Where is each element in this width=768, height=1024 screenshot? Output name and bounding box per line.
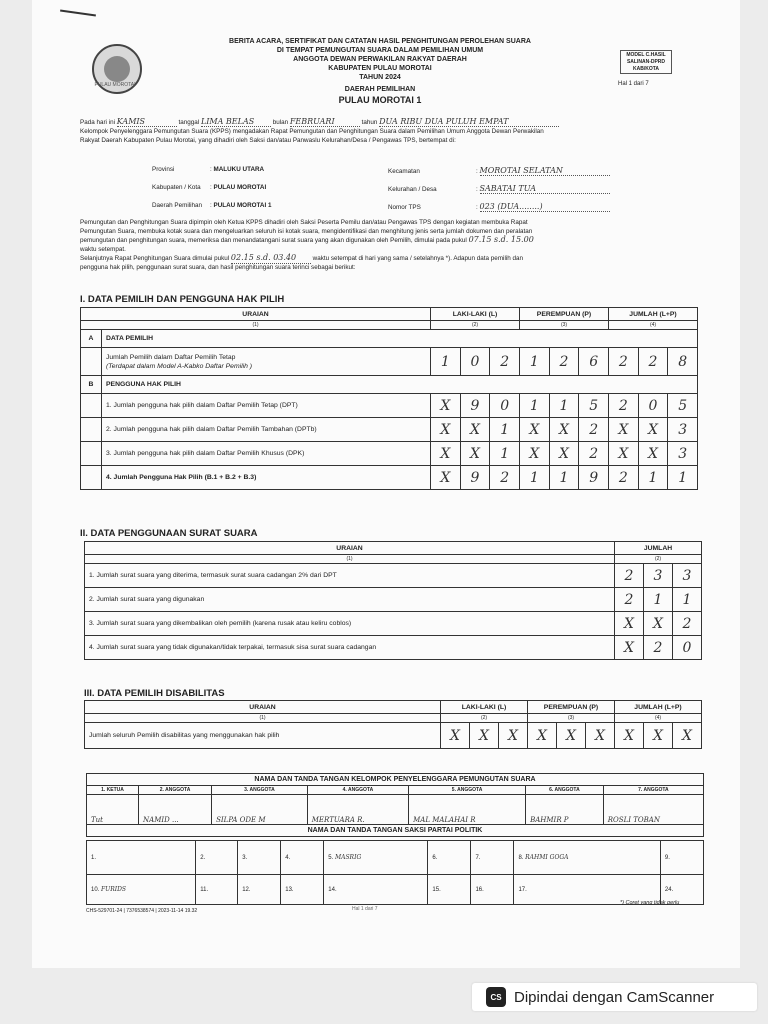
b4-digit: 1 bbox=[638, 466, 668, 490]
dis-digit: X bbox=[644, 723, 673, 749]
b3-digit: 3 bbox=[668, 442, 698, 466]
b4-digit: 9 bbox=[460, 466, 490, 490]
kelurahan-row: Kelurahan / Desa : SABATAI TUA bbox=[388, 184, 610, 194]
dpt-label bbox=[102, 348, 431, 376]
b2-digit: X bbox=[549, 418, 579, 442]
provinsi-label: Provinsi bbox=[152, 166, 175, 173]
b3-digit: X bbox=[431, 442, 461, 466]
b4-digit: 2 bbox=[490, 466, 520, 490]
saksi-cell: 3. bbox=[238, 841, 281, 875]
waktu-value: 07.15 s.d. 15.00 bbox=[468, 235, 534, 244]
model-line: SALINAN-DPRD bbox=[626, 59, 666, 65]
procedure-text: pengguna hak pilih, penggunaan surat suara, dan hasil penghitungan suara terinci sebagai berikut: bbox=[80, 263, 356, 271]
ss3-label: 3. Jumlah surat suara yang dikembalikan oleh pemilih (karena rusak atau keliru coblos) bbox=[85, 612, 615, 636]
b2-digit: 1 bbox=[490, 418, 520, 442]
role-label: 4. ANGGOTA bbox=[307, 786, 408, 795]
b3-label: 3. Jumlah pengguna hak pilih dalam Daftar Pemilih Khusus (DPK) bbox=[102, 442, 431, 466]
b1-digit: 5 bbox=[668, 394, 698, 418]
ss1-digit: 3 bbox=[644, 564, 673, 588]
b1-digit: 2 bbox=[609, 394, 639, 418]
section-3-table bbox=[84, 700, 702, 749]
section-2-title: II. DATA PENGGUNAAN SURAT SUARA bbox=[80, 528, 258, 539]
b1-digit: X bbox=[431, 394, 461, 418]
ss4-label: 4. Jumlah surat suara yang tidak digunakan/tidak terpakai, termasuk sisa surat suara cadangan bbox=[85, 636, 615, 660]
col-number: (3) bbox=[528, 714, 615, 723]
col-number: (3) bbox=[520, 321, 609, 330]
col-number: (4) bbox=[615, 714, 702, 723]
procedure-text: waktu setempat. bbox=[80, 245, 126, 253]
b2-label: 2. Jumlah pengguna hak pilih dalam Daftar Pemilih Tambahan (DPTb) bbox=[102, 418, 431, 442]
role-label: 6. ANGGOTA bbox=[526, 786, 604, 795]
saksi-cell: 16. bbox=[471, 875, 514, 905]
dpt-digit: 1 bbox=[520, 348, 550, 376]
section-1-table bbox=[80, 307, 698, 490]
ss4-digit: X bbox=[615, 636, 644, 660]
b4-label: 4. Jumlah Pengguna Hak Pilih (B.1 + B.2 + B.3) bbox=[102, 466, 431, 490]
procedure-text: Selanjutnya Rapat Penghitungan Suara dimulai pukul bbox=[80, 255, 230, 262]
dpt-label-note: (Terdapat dalam Model A-Kabko Daftar Pemilih ) bbox=[106, 362, 253, 370]
b1-digit: 1 bbox=[520, 394, 550, 418]
procedure-text: Pemungutan Suara, membuka kotak suara dan mengeluarkan seluruh isi kotak suara, mengidentifikasi dan menghitung jenis serta jumlah dokumen dan peralatan bbox=[80, 227, 533, 235]
intro-text: Rakyat Daerah Kabupaten Pulau Morotai, yang dihadiri oleh Saksi dan/atau Panwaslu Kelurahan/Desa / Pengawas TPS, bertempat di: bbox=[80, 137, 456, 144]
saksi-cell: 2. bbox=[196, 841, 238, 875]
provinsi-value: MALUKU UTARA bbox=[213, 166, 265, 173]
header-dapil: PULAU MOROTAI 1 bbox=[338, 95, 422, 105]
hari-value: KAMIS bbox=[117, 117, 177, 127]
col-jumlah: JUMLAH bbox=[615, 542, 702, 555]
dapil-value: PULAU MOROTAI 1 bbox=[213, 202, 272, 209]
b3-digit: X bbox=[549, 442, 579, 466]
dpt-digit: 2 bbox=[638, 348, 668, 376]
kecamatan-label: Kecamatan bbox=[388, 168, 420, 175]
section-letter: B bbox=[81, 376, 102, 394]
kelurahan-value: SABATAI TUA bbox=[480, 184, 610, 194]
intro-text: Pada hari ini bbox=[80, 119, 116, 126]
intro-text: tanggal bbox=[178, 119, 200, 126]
saksi-cell: 17. bbox=[514, 875, 660, 905]
b1-digit: 9 bbox=[460, 394, 490, 418]
b2-digit: X bbox=[460, 418, 490, 442]
bulan-value: FEBRUARI bbox=[290, 117, 360, 127]
model-line: MODEL C.HASIL bbox=[626, 52, 666, 58]
kpps-title: NAMA DAN TANDA TANGAN KELOMPOK PENYELENGGARA PEMUNGUTAN SUARA bbox=[87, 774, 704, 786]
b4-digit: 1 bbox=[520, 466, 550, 490]
dpt-digit: 2 bbox=[549, 348, 579, 376]
b4-digit: X bbox=[431, 466, 461, 490]
b2-digit: 2 bbox=[579, 418, 609, 442]
tps-value: 023 (DUA........) bbox=[480, 202, 610, 212]
footer-code: CHS-529701-24 | 7376538574 | 2023-11-14 19.32 bbox=[86, 908, 198, 914]
col-number: (2) bbox=[615, 555, 702, 564]
camscanner-badge bbox=[472, 983, 757, 1011]
section-2-table bbox=[84, 541, 702, 660]
saksi-cell: 14. bbox=[324, 875, 428, 905]
ss3-digit: X bbox=[615, 612, 644, 636]
col-jumlah: JUMLAH (L+P) bbox=[609, 308, 698, 321]
dis-digit: X bbox=[441, 723, 470, 749]
b4-digit: 9 bbox=[579, 466, 609, 490]
role-label: 2. ANGGOTA bbox=[139, 786, 212, 795]
b4-digit: 1 bbox=[549, 466, 579, 490]
intro-text: bulan bbox=[272, 119, 289, 126]
signature-name: ROSLI TOBAN bbox=[603, 795, 703, 825]
tps-row: Nomor TPS : 023 (DUA........) bbox=[388, 202, 610, 212]
mulai-value: 02.15 s.d. 03.40 bbox=[231, 254, 311, 264]
kabupaten-value: PULAU MOROTAI bbox=[213, 184, 267, 191]
section-1-title: I. DATA PEMILIH DAN PENGGUNA HAK PILIH bbox=[80, 294, 285, 305]
col-perempuan: PEREMPUAN (P) bbox=[528, 701, 615, 714]
footer-note: *) Coret yang tidak perlu bbox=[620, 900, 680, 906]
dpt-digit: 8 bbox=[668, 348, 698, 376]
dis-digit: X bbox=[673, 723, 702, 749]
document-header bbox=[170, 37, 590, 106]
ss4-digit: 0 bbox=[673, 636, 702, 660]
ss2-label: 2. Jumlah surat suara yang digunakan bbox=[85, 588, 615, 612]
procedure-text: pemungutan dan penghitungan suara, memeriksa dan menandatangani surat suara yang akan digunakan oleh Pemilih, dimulai pada pukul bbox=[80, 237, 467, 244]
b3-digit: 1 bbox=[490, 442, 520, 466]
model-line: KAB/KOTA bbox=[632, 66, 659, 72]
kpps-signature-table bbox=[86, 773, 704, 837]
col-number: (1) bbox=[81, 321, 431, 330]
b2-digit: 3 bbox=[668, 418, 698, 442]
b3-digit: X bbox=[609, 442, 639, 466]
saksi-title: NAMA DAN TANDA TANGAN SAKSI PARTAI POLITIK bbox=[87, 825, 704, 837]
b2-digit: X bbox=[520, 418, 550, 442]
col-laki: LAKI-LAKI (L) bbox=[431, 308, 520, 321]
saksi-signature-table bbox=[86, 840, 704, 905]
ss1-digit: 2 bbox=[615, 564, 644, 588]
b2-digit: X bbox=[431, 418, 461, 442]
dis-digit: X bbox=[586, 723, 615, 749]
header-line: KABUPATEN PULAU MOROTAI bbox=[328, 65, 432, 72]
page-number: Hal 1 dari 7 bbox=[618, 81, 649, 87]
kabupaten-label: Kabupaten / Kota bbox=[152, 184, 201, 191]
data-pemilih-title: DATA PEMILIH bbox=[102, 330, 698, 348]
provinsi-row: Provinsi : MALUKU UTARA bbox=[152, 166, 265, 173]
dis-digit: X bbox=[615, 723, 644, 749]
logo-text: PULAU MOROTAI bbox=[94, 82, 136, 88]
saksi-cell: 9. bbox=[660, 841, 703, 875]
kabupaten-row: Kabupaten / Kota : PULAU MOROTAI bbox=[152, 184, 267, 191]
procedure-paragraph bbox=[80, 219, 710, 272]
col-uraian: URAIAN bbox=[81, 308, 431, 321]
saksi-cell: 1. bbox=[87, 841, 196, 875]
header-line: DI TEMPAT PEMUNGUTAN SUARA DALAM PEMILIHAN UMUM bbox=[276, 47, 484, 54]
b2-digit: X bbox=[638, 418, 668, 442]
saksi-cell: 13. bbox=[281, 875, 324, 905]
col-number: (2) bbox=[441, 714, 528, 723]
col-number: (1) bbox=[85, 555, 615, 564]
b1-digit: 5 bbox=[579, 394, 609, 418]
header-line: BERITA ACARA, SERTIFIKAT DAN CATATAN HASIL PENGHITUNGAN PEROLEHAN SUARA bbox=[229, 38, 531, 45]
dpt-digit: 2 bbox=[609, 348, 639, 376]
b4-digit: 1 bbox=[668, 466, 698, 490]
model-box bbox=[620, 50, 672, 74]
tanggal-value: LIMA BELAS bbox=[201, 117, 271, 127]
b1-digit: 0 bbox=[490, 394, 520, 418]
b3-digit: X bbox=[520, 442, 550, 466]
section-3-title: III. DATA PEMILIH DISABILITAS bbox=[84, 688, 225, 699]
kelurahan-label: Kelurahan / Desa bbox=[388, 186, 437, 193]
b3-digit: 2 bbox=[579, 442, 609, 466]
kecamatan-row: Kecamatan : MOROTAI SELATAN bbox=[388, 166, 610, 176]
intro-text: Kelompok Penyelenggara Pemungutan Suara (KPPS) mengadakan Rapat Pemungutan dan Penghitungan Suara dalam Pemilihan Umum Anggota Dewan Perwakilan bbox=[80, 128, 544, 135]
col-number: (2) bbox=[431, 321, 520, 330]
kecamatan-value: MOROTAI SELATAN bbox=[480, 166, 610, 176]
tps-label: Nomor TPS bbox=[388, 204, 421, 211]
b1-digit: 0 bbox=[638, 394, 668, 418]
saksi-cell: 24. bbox=[660, 875, 703, 905]
section-letter: A bbox=[81, 330, 102, 348]
ss3-digit: 2 bbox=[673, 612, 702, 636]
camscanner-icon: CS bbox=[486, 987, 506, 1007]
col-number: (1) bbox=[85, 714, 441, 723]
role-label: 7. ANGGOTA bbox=[603, 786, 703, 795]
col-jumlah: JUMLAH (L+P) bbox=[615, 701, 702, 714]
col-number: (4) bbox=[609, 321, 698, 330]
ss1-label: 1. Jumlah surat suara yang diterima, termasuk surat suara cadangan 2% dari DPT bbox=[85, 564, 615, 588]
dis-digit: X bbox=[499, 723, 528, 749]
dis-digit: X bbox=[470, 723, 499, 749]
role-label: 5. ANGGOTA bbox=[409, 786, 526, 795]
b1-digit: 1 bbox=[549, 394, 579, 418]
procedure-text: waktu setempat di hari yang sama / setelahnya *). Adapun data pemilih dan bbox=[312, 255, 524, 262]
ss1-digit: 3 bbox=[673, 564, 702, 588]
signature-name: MERTUARA R. bbox=[307, 795, 408, 825]
ss2-digit: 1 bbox=[644, 588, 673, 612]
signature-name: SILPA ODE M bbox=[212, 795, 308, 825]
signature-name: NAMID ... bbox=[139, 795, 212, 825]
ss2-digit: 2 bbox=[615, 588, 644, 612]
saksi-cell: 10. FURIDS bbox=[87, 875, 196, 905]
ss4-digit: 2 bbox=[644, 636, 673, 660]
dapil-label: Daerah Pemilihan bbox=[152, 202, 203, 209]
saksi-cell: 4. bbox=[281, 841, 324, 875]
footer-page: Hal 1 dari 7 bbox=[352, 906, 378, 912]
dpt-label-line: Jumlah Pemilih dalam Daftar Pemilih Tetap bbox=[106, 353, 236, 361]
dpt-digit: 1 bbox=[431, 348, 461, 376]
signature-name: Tut bbox=[87, 795, 139, 825]
role-label: 3. ANGGOTA bbox=[212, 786, 308, 795]
tahun-value: DUA RIBU DUA PULUH EMPAT bbox=[379, 117, 559, 127]
col-laki: LAKI-LAKI (L) bbox=[441, 701, 528, 714]
dpt-digit: 6 bbox=[579, 348, 609, 376]
saksi-cell: 12. bbox=[238, 875, 281, 905]
b4-digit: 2 bbox=[609, 466, 639, 490]
col-uraian: URAIAN bbox=[85, 542, 615, 555]
role-label: 1. KETUA bbox=[87, 786, 139, 795]
b2-digit: X bbox=[609, 418, 639, 442]
dapil-row: Daerah Pemilihan : PULAU MOROTAI 1 bbox=[152, 202, 272, 209]
dpt-digit: 0 bbox=[460, 348, 490, 376]
saksi-cell: 11. bbox=[196, 875, 238, 905]
signature-name: BAHMIR P bbox=[526, 795, 604, 825]
intro-text: tahun bbox=[361, 119, 378, 126]
signature-name: MAL MALAHAI R bbox=[409, 795, 526, 825]
b3-digit: X bbox=[460, 442, 490, 466]
header-line: TAHUN 2024 bbox=[359, 74, 401, 81]
ss2-digit: 1 bbox=[673, 588, 702, 612]
b3-digit: X bbox=[638, 442, 668, 466]
pengguna-title: PENGGUNA HAK PILIH bbox=[102, 376, 698, 394]
procedure-text: Pemungutan dan Penghitungan Suara dipimpin oleh Ketua KPPS dihadiri oleh Saksi Peserta Pemilu dan/atau Pengawas TPS dengan kegiatan membuka Rapat bbox=[80, 219, 528, 226]
ss3-digit: X bbox=[644, 612, 673, 636]
intro-paragraph bbox=[80, 117, 710, 145]
saksi-cell: 7. bbox=[471, 841, 514, 875]
col-perempuan: PEREMPUAN (P) bbox=[520, 308, 609, 321]
saksi-cell: 6. bbox=[428, 841, 471, 875]
saksi-cell: 5. MASRIG bbox=[324, 841, 428, 875]
dpt-digit: 2 bbox=[490, 348, 520, 376]
disabilitas-label: Jumlah seluruh Pemilih disabilitas yang menggunakan hak pilih bbox=[85, 723, 441, 749]
saksi-cell: 15. bbox=[428, 875, 471, 905]
b1-label: 1. Jumlah pengguna hak pilih dalam Daftar Pemilih Tetap (DPT) bbox=[102, 394, 431, 418]
camscanner-text: Dipindai dengan CamScanner bbox=[514, 988, 715, 1006]
saksi-cell: 8. RAHMI GOGA bbox=[514, 841, 660, 875]
header-dapil-label: DAERAH PEMILIHAN bbox=[344, 86, 416, 93]
dis-digit: X bbox=[557, 723, 586, 749]
header-line: ANGGOTA DEWAN PERWAKILAN RAKYAT DAERAH bbox=[293, 56, 467, 63]
col-uraian: URAIAN bbox=[85, 701, 441, 714]
dis-digit: X bbox=[528, 723, 557, 749]
